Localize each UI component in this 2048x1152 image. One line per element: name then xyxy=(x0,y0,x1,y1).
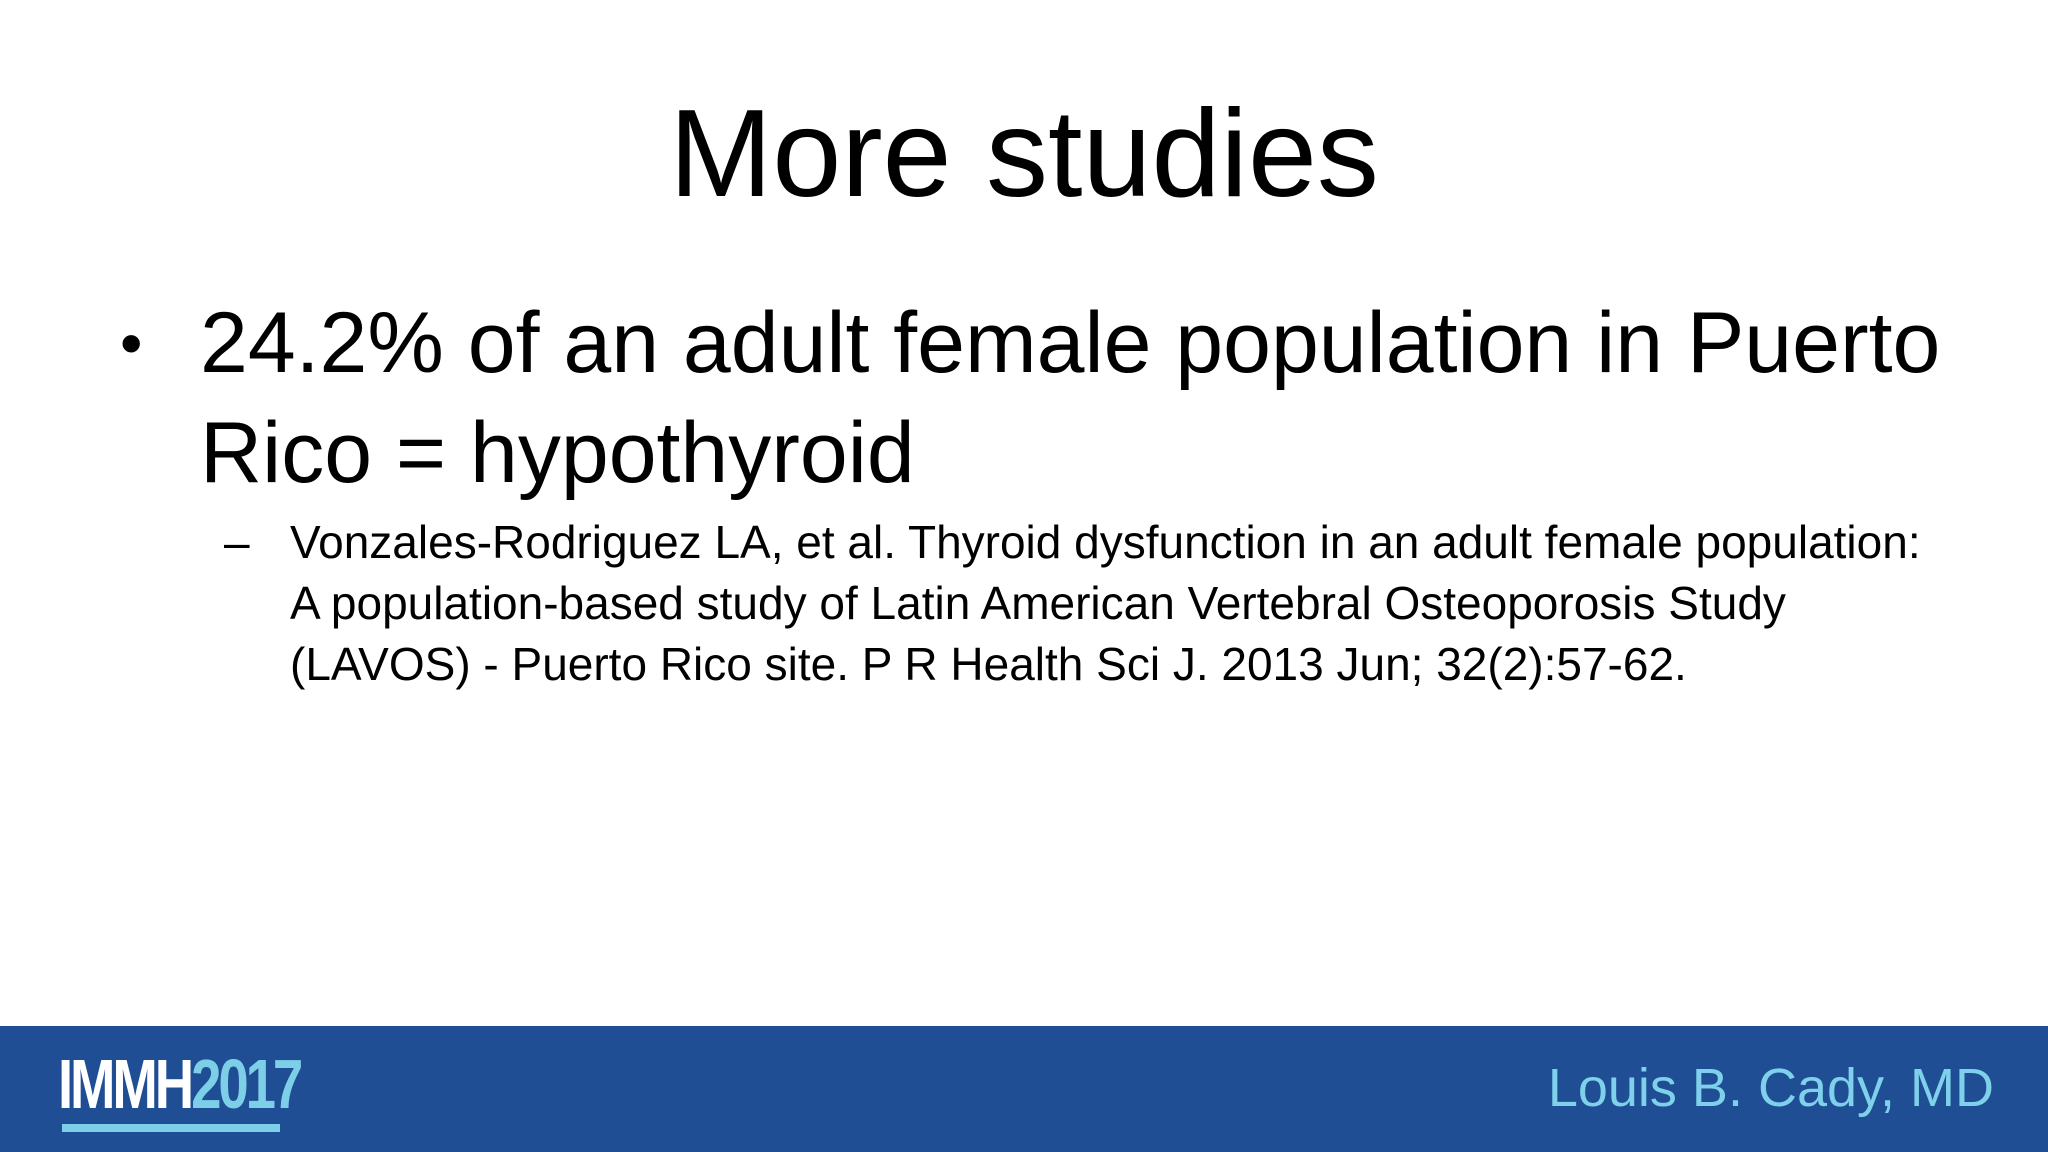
presenter-name: Louis B. Cady, MD xyxy=(1547,1058,1994,1118)
immh-logo xyxy=(58,1044,301,1136)
logo-underline xyxy=(62,1124,280,1132)
bullet-marker: • xyxy=(120,307,143,379)
logo-part-immh: IMMH xyxy=(58,1045,192,1123)
logo-wordmark xyxy=(58,1044,300,1124)
slide-title: More studies xyxy=(669,85,1379,223)
logo-part-year: 2017 xyxy=(191,1045,301,1123)
citation-text: Vonzales-Rodriguez LA, et al. Thyroid dysfunction in an adult female population: A population-based study of Latin American Vertebral Osteoporosis Study (LAVOS) - Puerto Rico site. P R Health Sci J. 2013 Jun; 32(2):57-62. xyxy=(290,516,1921,690)
footer-bar xyxy=(0,1026,2048,1152)
sub-bullet-marker: – xyxy=(224,516,250,568)
bullet-text: 24.2% of an adult female population in Puerto Rico = hypothyroid xyxy=(200,295,1941,501)
